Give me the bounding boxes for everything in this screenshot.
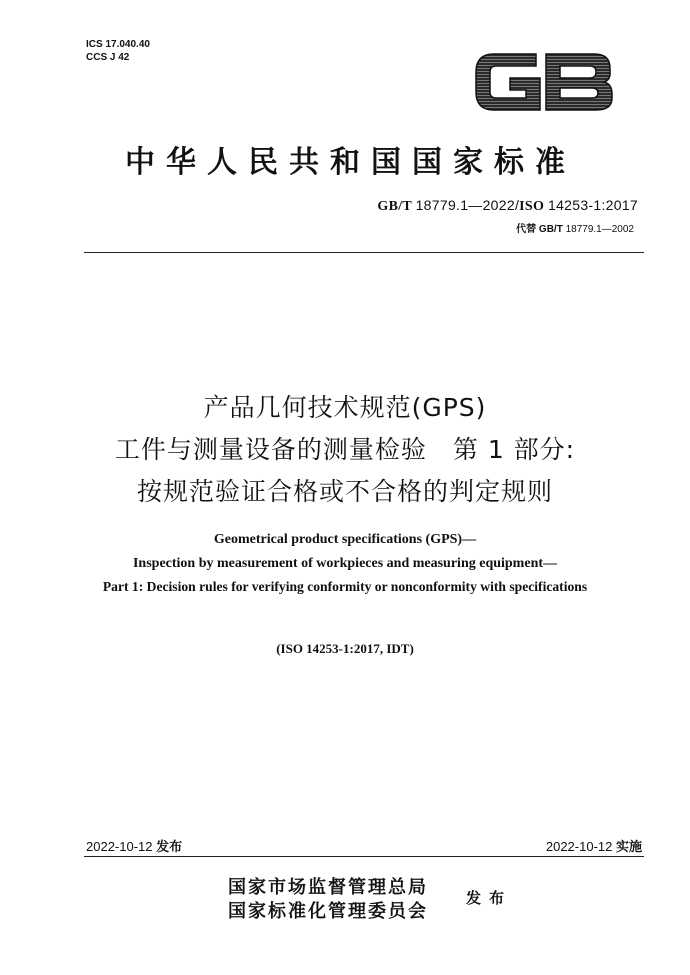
english-title-line-3: Part 1: Decision rules for verifying conformity or nonconformity with specifications [102,579,588,594]
publish-date-label: 发布 [156,840,183,855]
replaces-line [516,220,634,235]
logo-letter-b [546,54,612,110]
identical-iso-reference: (ISO 14253-1:2017, IDT) [276,641,414,656]
implement-date-value: 2022-10-12 [545,839,613,854]
implement-date [546,836,642,855]
ics-code: ICS 17.040.40 [86,39,150,50]
standard-number-prefix: GB/T [377,199,412,214]
standard-number-body: 18779.1—2022/ [415,197,520,213]
implement-date-label: 实施 [615,840,642,855]
replaces-label: 代替 [516,224,537,235]
issuer-line-2: 国家标准化管理委员会 [228,901,428,922]
issuer-line-1: 国家市场监督管理总局 [228,877,428,898]
chinese-title-line-2: 工件与测量设备的测量检验 第 1 部分: [114,435,576,464]
chinese-title-line-3: 按规范验证合格或不合格的判定规则 [136,477,553,506]
standard-number-iso-body: 14253-1:2017 [547,197,638,213]
logo-letter-g [476,54,540,110]
publish-date [86,836,182,855]
gb-logo [470,46,618,118]
ccs-code: CCS J 42 [86,52,130,63]
replaces-prefix: GB/T [538,224,563,235]
replaces-body: 18779.1—2002 [565,224,634,235]
issuing-authorities [228,876,428,924]
publish-date-value: 2022-10-12 [86,839,153,854]
national-standard-title: 中华人民共和国国家标准 [125,145,576,180]
standard-number-iso: ISO [519,199,545,214]
english-title-line-1: Geometrical product specifications (GPS)— [213,532,477,547]
chinese-title-line-1: 产品几何技术规范(GPS) [203,393,487,422]
top-divider [84,252,644,253]
standard-number [377,197,638,215]
english-title-line-2: Inspection by measurement of workpieces and measuring equipment— [132,556,558,571]
issue-action: 发布 [466,889,513,907]
classification-codes [86,38,150,64]
bottom-divider [84,856,644,857]
